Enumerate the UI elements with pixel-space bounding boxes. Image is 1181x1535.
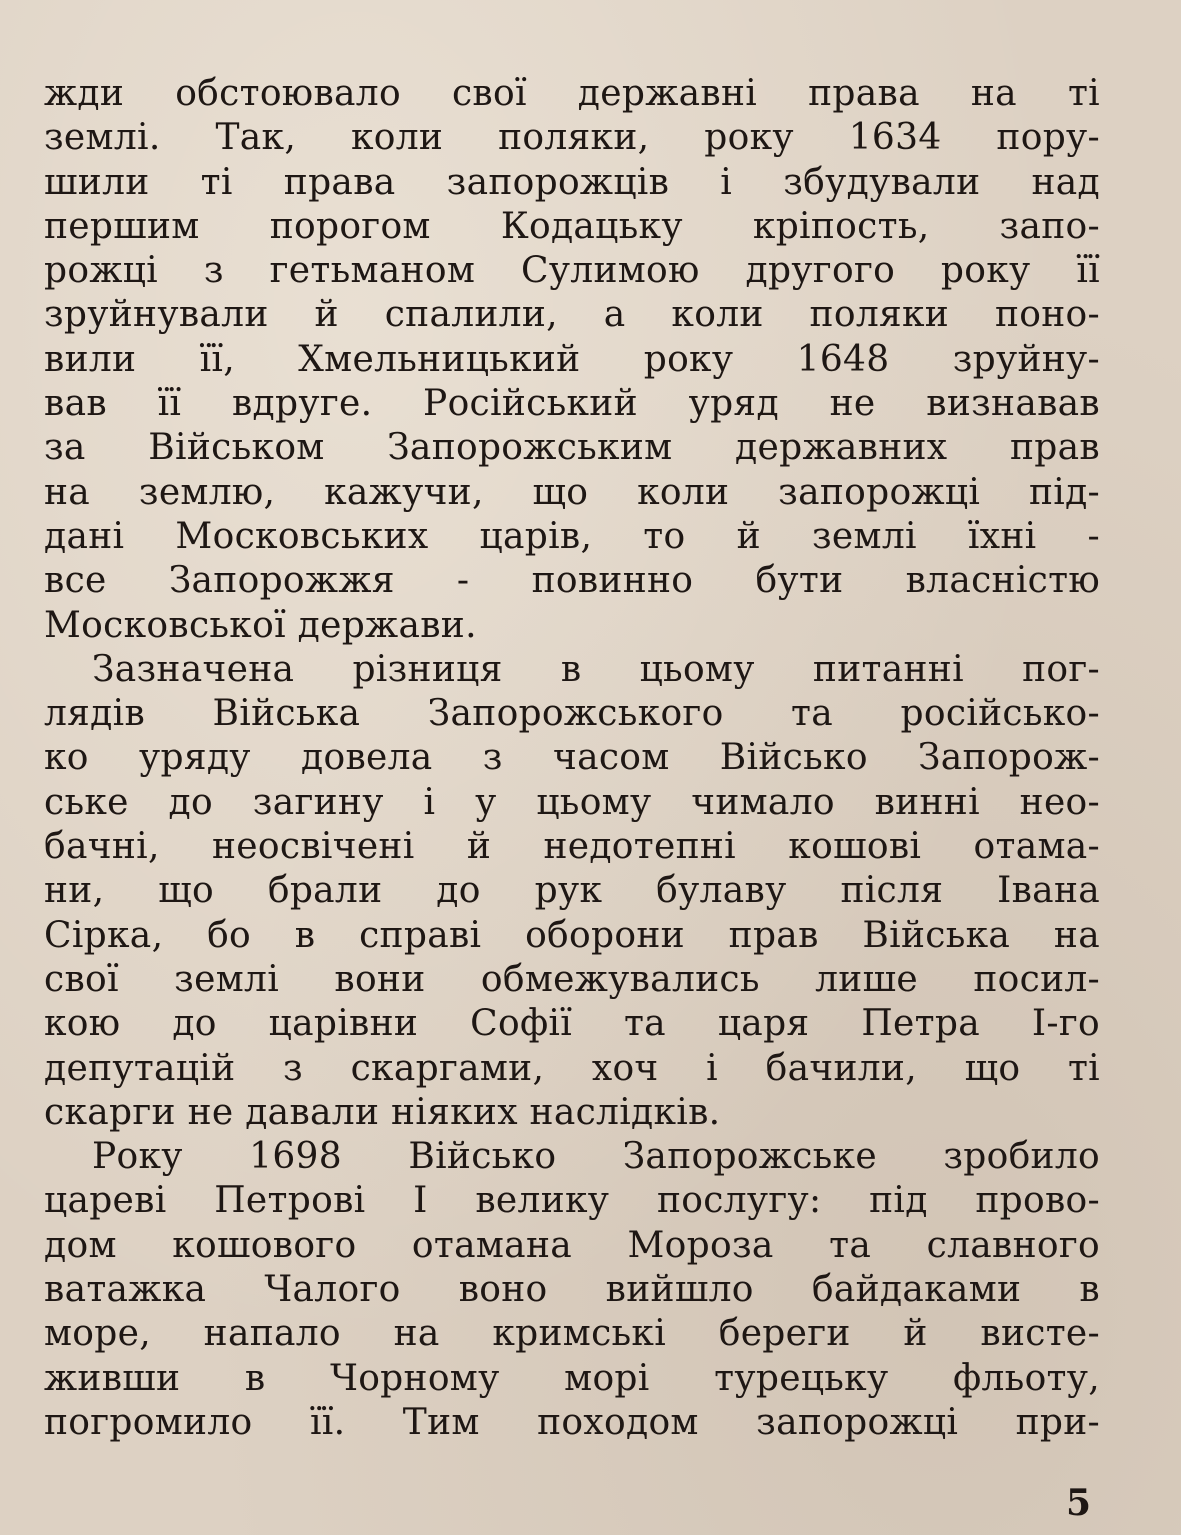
body-text (44, 72, 1100, 1445)
text-line: шили ті права запорожців і збудували над (44, 161, 1100, 203)
text-line: живши в Чорному морі турецьку фльоту, (44, 1357, 1100, 1399)
paragraph-end-line: скарги не давали ніяких наслідків. (44, 1091, 721, 1133)
text-line: землі. Так, коли поляки, року 1634 пору- (44, 117, 1100, 159)
text-line: Сірка, бо в справі оборони прав Війська на (44, 914, 1100, 956)
text-line: рожці з гетьманом Сулимою другого року її (44, 250, 1100, 292)
page-number: 5 (1066, 1482, 1092, 1524)
text-line: вили її, Хмельницький року 1648 зруйну- (44, 338, 1100, 380)
text-line: ватажка Чалого воно вийшло байдаками в (44, 1269, 1100, 1311)
text-line: кою до царівни Софії та царя Петра І-го (44, 1003, 1100, 1045)
text-line: дані Московських царів, то й землі їхні - (44, 515, 1100, 557)
text-line: бачні, неосвічені й недотепні кошові отама- (44, 826, 1100, 868)
text-line: ни, що брали до рук булаву після Івана (44, 870, 1100, 912)
text-line: погромило її. Тим походом запорожці при- (44, 1401, 1100, 1443)
text-line: на землю, кажучи, що коли запорожці під- (44, 471, 1100, 513)
text-line: за Військом Запорожським державних прав (44, 427, 1100, 469)
paragraph-start-line: Року 1698 Військо Запорожське зробило (92, 1136, 1100, 1178)
text-line: лядів Війська Запорожського та російсько- (44, 693, 1100, 735)
text-line: все Запорожжя - повинно бути власністю (44, 560, 1100, 602)
text-line: вав її вдруге. Російський уряд не визнавав (44, 383, 1100, 425)
text-line: ське до загину і у цьому чимало винні нео- (44, 781, 1100, 823)
text-line: дом кошового отамана Мороза та славного (44, 1224, 1100, 1266)
text-line: депутацій з скаргами, хоч і бачили, що ті (44, 1047, 1100, 1089)
text-line: цареві Петрові І велику послугу: під прово- (44, 1180, 1100, 1222)
text-line: зруйнували й спалили, а коли поляки поно- (44, 294, 1100, 336)
text-line: першим порогом Кодацьку кріпость, запо- (44, 205, 1100, 247)
text-line: свої землі вони обмежувались лише посил- (44, 958, 1100, 1000)
text-line: море, напало на кримські береги й висте- (44, 1313, 1100, 1355)
text-line: жди обстоювало свої державні права на ті (44, 73, 1100, 114)
paragraph-end-line: Московської держави. (44, 604, 477, 646)
paragraph-start-line: Зазначена різниця в цьому питанні пог- (92, 648, 1100, 690)
text-line: ко уряду довела з часом Військо Запорож- (44, 737, 1100, 779)
